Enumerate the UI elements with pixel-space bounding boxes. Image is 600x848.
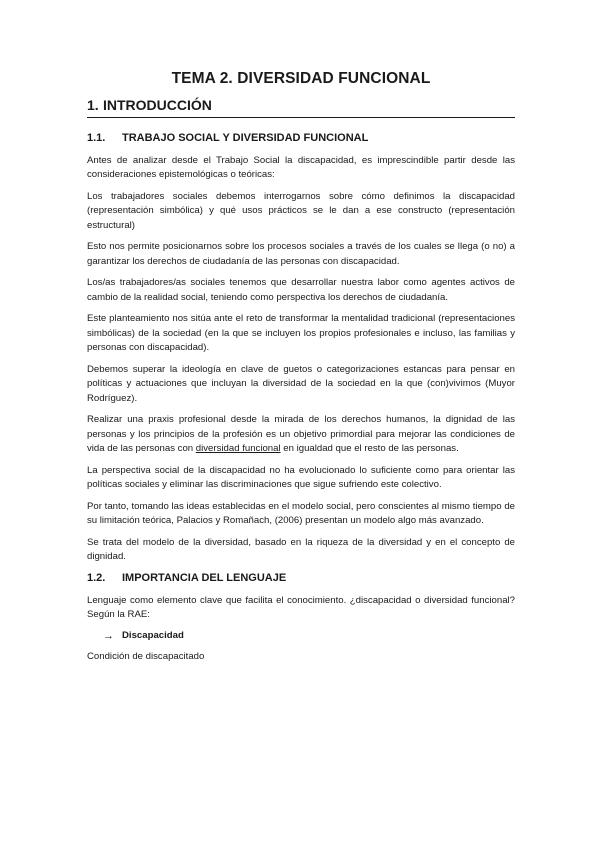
bullet-item-discapacidad [87, 630, 515, 642]
document-page [87, 70, 515, 671]
subsection-number: 1.2. [87, 571, 106, 584]
paragraph: Antes de analizar desde el Trabajo Social la discapacidad, es imprescindible partir desde las consideraciones epistemológicas o teóricas: [87, 155, 515, 181]
paragraph-text: Realizar una praxis profesional desde la mirada de los derechos humanos, la dignidad de las personas y los principios de la profesión es un objetivo primordial para mejorar las condiciones de vida de las personas con [87, 414, 515, 455]
underlined-term-diversidad-funcional: diversidad funcional [195, 443, 281, 455]
subsection-heading-trabajo-social [87, 132, 515, 144]
paragraph-with-link [87, 413, 515, 456]
paragraph: Por tanto, tomando las ideas establecidas en el modelo social, pero conscientes al mismo tiempo de su limitación teórica, Palacios y Romañach, (2006) presentan un modelo algo más avanzado. [87, 500, 515, 527]
paragraph: Esto nos permite posicionarnos sobre los procesos sociales a través de los cuales se llega (o no) a garantizar los derechos de ciudadanía de las personas con discapacidad. [87, 241, 515, 267]
subsection-title: TRABAJO SOCIAL Y DIVERSIDAD FUNCIONAL [122, 132, 369, 144]
paragraph-text: en igualdad que el resto de las personas. [280, 443, 459, 455]
bullet-label: Discapacidad [122, 630, 184, 642]
paragraph: Se trata del modelo de la diversidad, basado en la riqueza de la diversidad y en el concepto de dignidad. [87, 536, 515, 563]
subsection-title: IMPORTANCIA DEL LENGUAJE [122, 571, 287, 584]
paragraph: Los trabajadores sociales debemos interrogarnos sobre cómo definimos la discapacidad (representación simbólica) y qué usos prácticos se le dan a ese constructo (representación estructural) [87, 191, 515, 231]
subsection-number: 1.1. [87, 132, 106, 144]
paragraph: Los/as trabajadores/as sociales tenemos que desarrollar nuestra labor como agentes activos de cambio de la realidad social, teniendo como perspectiva los derechos de ciudadanía. [87, 277, 515, 303]
paragraph: La perspectiva social de la discapacidad no ha evolucionado lo suficiente como para orientar las políticas sociales y eliminar las discriminaciones que sigue sufriendo este colectivo. [87, 464, 515, 491]
section-title: INTRODUCCIÓN [103, 97, 212, 113]
paragraph: Este planteamiento nos sitúa ante el reto de transformar la mentalidad tradicional (representaciones simbólicas) de la sociedad (en la que se incluyen los propios profesionales e incluso, las familias y personas con discapacidad). [87, 313, 515, 354]
definition-text: Condición de discapacitado [87, 650, 205, 662]
paragraph: Lenguaje como elemento clave que facilita el conocimiento. ¿discapacidad o diversidad funcional? Según la RAE: [87, 594, 515, 621]
page-title: TEMA 2. DIVERSIDAD FUNCIONAL [171, 70, 431, 87]
section-number: 1. [87, 97, 99, 113]
paragraph: Debemos superar la ideología en clave de guetos o categorizaciones estancas para pensar en políticas y actuaciones que incluyan la diversidad de la sociedad en la que (con)vivimos (Muyor Rodríguez). [87, 363, 515, 404]
section-heading-introduccion [87, 97, 515, 118]
subsection-heading-lenguaje [87, 572, 515, 584]
arrow-right-icon: → [103, 629, 114, 642]
